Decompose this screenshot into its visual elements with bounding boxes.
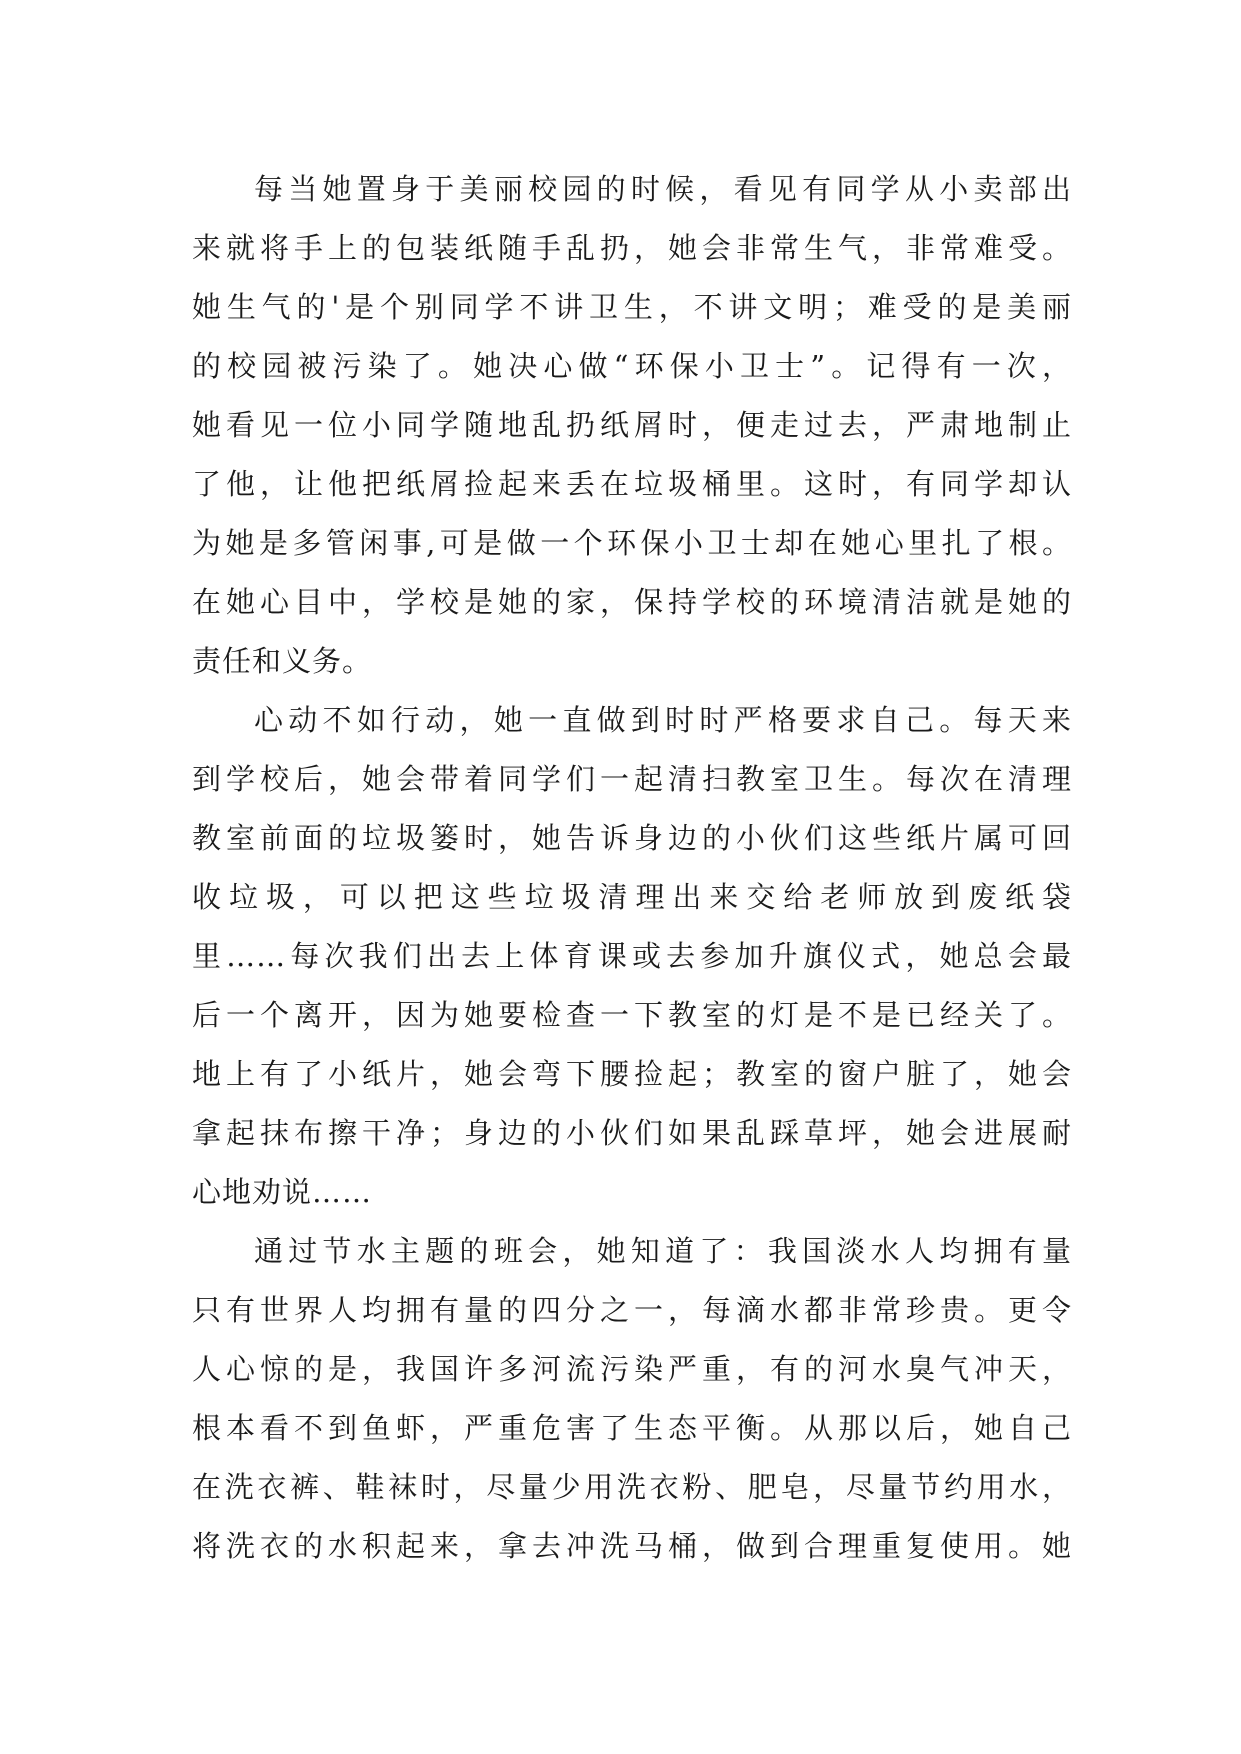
text-line: 后一个离开，因为她要检查一下教室的灯是不是已经关了。 [192,998,1072,1032]
text-line: 在洗衣裤、鞋袜时，尽量少用洗衣粉、肥皂，尽量节约用水， [192,1470,1072,1504]
text-line: 将洗衣的水积起来，拿去冲洗马桶，做到合理重复使用。她 [192,1529,1072,1563]
text-line: 为她是多管闲事,可是做一个环保小卫士却在她心里扎了根。 [192,526,1072,560]
paragraph-3 [192,1222,1072,1576]
text-line: 每当她置身于美丽校园的时候，看见有同学从小卖部出 [254,172,1072,206]
document-body [192,160,1072,1576]
text-line: 人心惊的是，我国许多河流污染严重，有的河水臭气冲天， [192,1352,1072,1386]
paragraph-1 [192,160,1072,691]
text-line: 来就将手上的包装纸随手乱扔，她会非常生气，非常难受。 [192,231,1072,265]
text-line: 收垃圾，可以把这些垃圾清理出来交给老师放到废纸袋 [192,880,1072,914]
text-line: 心动不如行动，她一直做到时时严格要求自己。每天来 [254,703,1072,737]
text-line: 根本看不到鱼虾，严重危害了生态平衡。从那以后，她自己 [192,1411,1072,1445]
text-line: 心地劝说…… [192,1175,373,1209]
text-line: 她看见一位小同学随地乱扔纸屑时，便走过去，严肃地制止 [192,408,1072,442]
paragraph-2 [192,691,1072,1222]
text-line: 的校园被污染了。她决心做“环保小卫士”。记得有一次， [192,349,1072,383]
text-line: 责任和义务。 [192,644,373,678]
text-line: 在她心目中，学校是她的家，保持学校的环境清洁就是她的 [192,585,1072,619]
text-line: 通过节水主题的班会，她知道了：我国淡水人均拥有量 [254,1234,1072,1268]
text-line: 了他，让他把纸屑捡起来丢在垃圾桶里。这时，有同学却认 [192,467,1072,501]
text-line: 她生气的'是个别同学不讲卫生，不讲文明；难受的是美丽 [192,290,1072,324]
text-line: 地上有了小纸片，她会弯下腰捡起；教室的窗户脏了，她会 [192,1057,1072,1091]
text-line: 教室前面的垃圾篓时，她告诉身边的小伙们这些纸片属可回 [192,821,1072,855]
text-line: 里……每次我们出去上体育课或去参加升旗仪式，她总会最 [192,939,1072,973]
text-line: 拿起抹布擦干净；身边的小伙们如果乱踩草坪，她会进展耐 [192,1116,1072,1150]
text-line: 到学校后，她会带着同学们一起清扫教室卫生。每次在清理 [192,762,1072,796]
text-line: 只有世界人均拥有量的四分之一，每滴水都非常珍贵。更令 [192,1293,1072,1327]
